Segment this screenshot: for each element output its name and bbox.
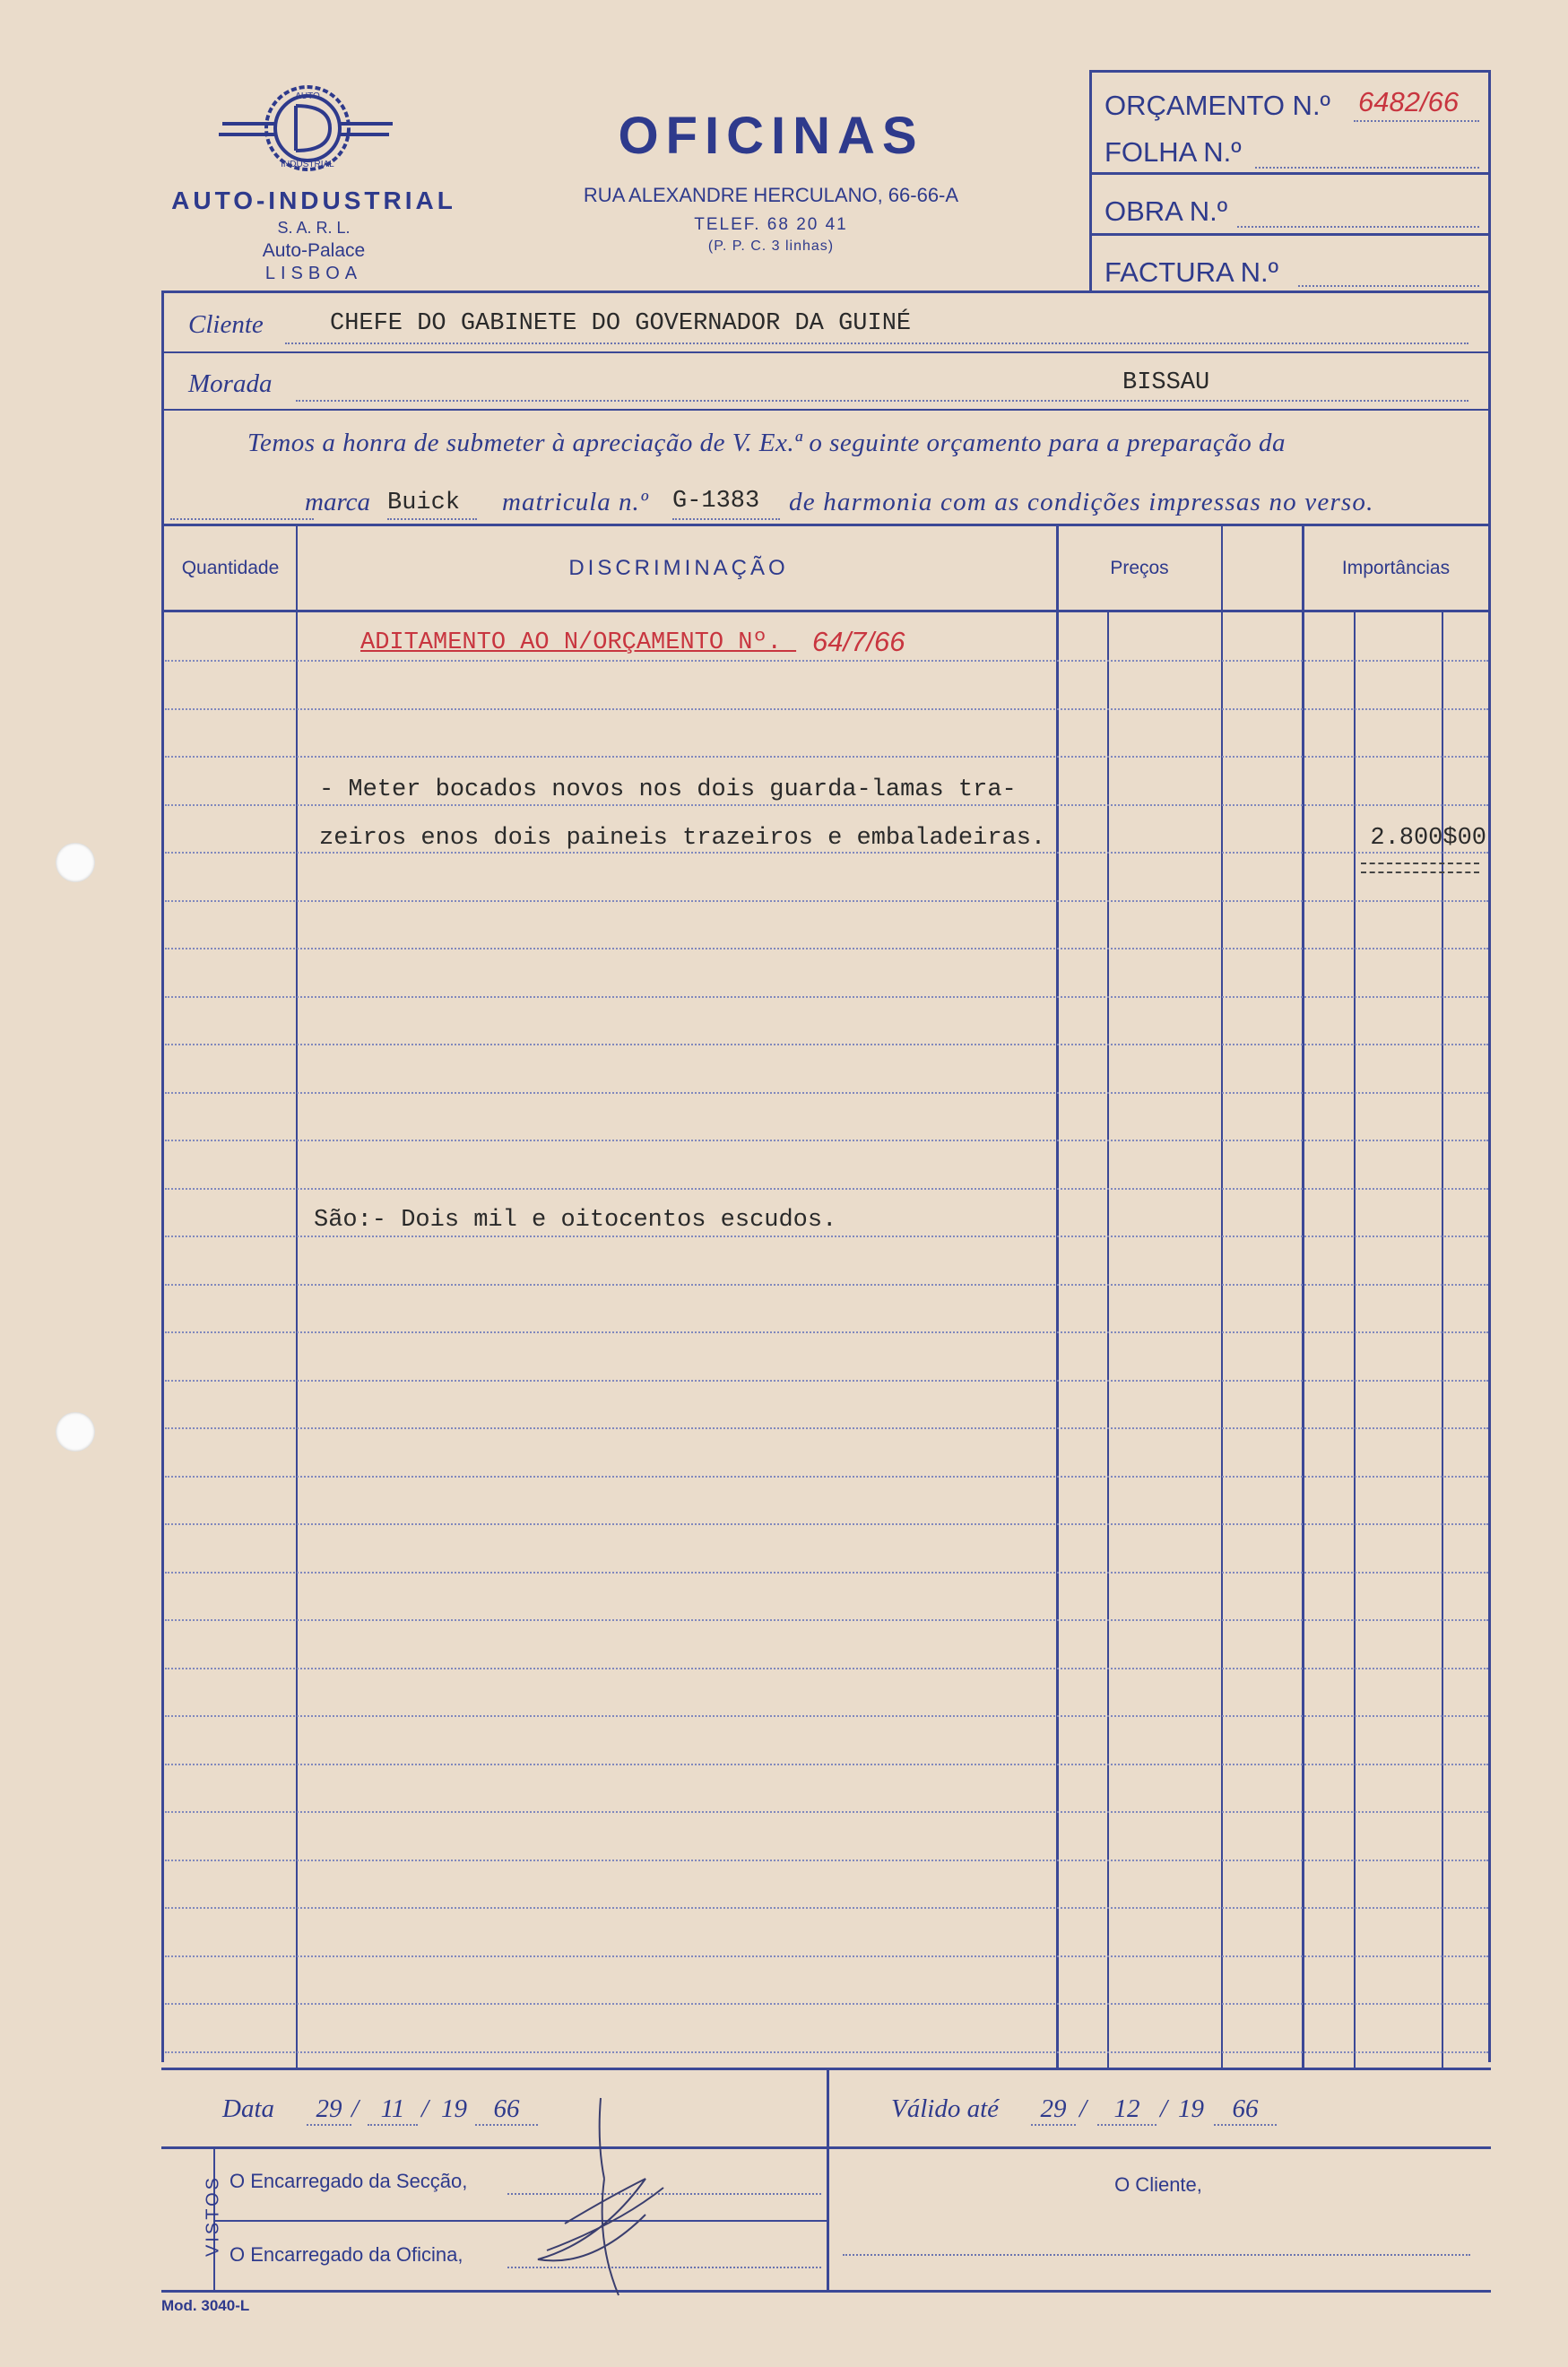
table-ruled-line (165, 1668, 1488, 1669)
company-city: LISBOA (264, 264, 363, 283)
logo-text-top: AUTO (295, 91, 320, 101)
punch-hole-bottom (56, 1412, 95, 1452)
company-legal: S. A. R. L. (277, 219, 351, 237)
data-day: 29 (307, 2094, 351, 2126)
vistos-label: VISTOS (203, 2175, 223, 2257)
signature (511, 2089, 690, 2304)
table-ruled-line (165, 2051, 1488, 2053)
table-ruled-line (165, 1476, 1488, 1478)
table-ruled-line (165, 2003, 1488, 2005)
table-ruled-line (165, 1331, 1488, 1333)
punch-hole-top (56, 843, 95, 882)
table-ruled-line (165, 1188, 1488, 1190)
matricula-value: G-1383 (672, 488, 760, 515)
model-number: Mod. 3040-L (161, 2297, 250, 2314)
cliente-label: Cliente (188, 310, 264, 339)
orcamento-number: 6482/66 (1358, 86, 1460, 117)
col-header-precos: Preços (1110, 558, 1169, 578)
item-line-1: - Meter bocados novos nos dois guarda-lamas tra- (319, 776, 1017, 803)
table-ruled-line (165, 1380, 1488, 1382)
morada-label: Morada (188, 369, 273, 398)
valido-label: Válido até (891, 2094, 1000, 2123)
item-amount: 2.800$00 (1370, 825, 1486, 852)
intro-line-2-rest: de harmonia com as condições impressas no verso. (789, 488, 1374, 516)
aditamento-text: ADITAMENTO AO N/ORÇAMENTO Nº. (360, 629, 797, 656)
header-phone: TELEF. 68 20 41 (694, 215, 848, 234)
valido-year: 66 (1214, 2094, 1277, 2126)
table-ruled-line (165, 1092, 1488, 1094)
valido-slash-1: / (1079, 2094, 1087, 2123)
page-title: OFICINAS (618, 107, 924, 165)
cliente-signature-label: O Cliente, (1114, 2173, 1202, 2196)
data-year-prefix: 19 (441, 2094, 467, 2123)
table-ruled-line (165, 708, 1488, 710)
valido-month: 12 (1097, 2094, 1157, 2126)
folha-label: FOLHA N.º (1105, 136, 1242, 168)
table-ruled-line (165, 1523, 1488, 1525)
intro-line-1: Temos a honra de submeter à apreciação de V. Ex.ª o seguinte orçamento para a preparação da (247, 429, 1286, 457)
valido-year-prefix: 19 (1178, 2094, 1204, 2123)
table-ruled-line (165, 660, 1488, 662)
data-year: 66 (475, 2094, 538, 2126)
table-ruled-line (165, 1811, 1488, 1813)
marca-label: marca (305, 488, 371, 516)
data-label: Data (222, 2094, 274, 2123)
table-ruled-line (165, 1427, 1488, 1429)
table-ruled-line (165, 1764, 1488, 1765)
data-slash-1: / (351, 2094, 360, 2123)
logo-text-bottom: INDUSTRIAL (281, 160, 334, 169)
marca-value: Buick (387, 490, 461, 516)
matricula-label: matricula n.º (502, 488, 649, 516)
table-ruled-line (165, 1907, 1488, 1909)
company-logo (213, 79, 402, 178)
valido-slash-2: / (1160, 2094, 1168, 2123)
header-phone-note: (P. P. C. 3 linhas) (707, 238, 835, 254)
table-ruled-line (165, 1044, 1488, 1045)
total-text: São:- Dois mil e oitocentos escudos. (314, 1207, 837, 1234)
table-ruled-line (165, 1715, 1488, 1717)
morada-value: BISSAU (1122, 369, 1210, 396)
table-ruled-line (165, 1284, 1488, 1286)
col-header-discriminacao: DISCRIMINAÇÃO (568, 556, 789, 580)
col-header-quantidade: Quantidade (181, 558, 280, 578)
table-ruled-line (165, 1572, 1488, 1574)
table-ruled-line (165, 948, 1488, 949)
obra-label: OBRA N.º (1105, 195, 1228, 227)
table-ruled-line (165, 756, 1488, 758)
encarregado-oficina-label: O Encarregado da Oficina, (230, 2243, 463, 2266)
table-ruled-line (165, 1955, 1488, 1957)
table-ruled-line (165, 1140, 1488, 1141)
amount-double-underline (1361, 863, 1479, 873)
encarregado-seccao-label: O Encarregado da Secção, (230, 2170, 468, 2192)
data-month: 11 (368, 2094, 418, 2126)
table-ruled-line (165, 852, 1488, 854)
table-ruled-line (165, 900, 1488, 902)
company-name: AUTO-INDUSTRIAL (171, 186, 456, 214)
table-ruled-line (165, 996, 1488, 998)
factura-label: FACTURA N.º (1105, 256, 1278, 288)
table-ruled-line (165, 1619, 1488, 1621)
table-ruled-line (165, 804, 1488, 806)
header-address: RUA ALEXANDRE HERCULANO, 66-66-A (583, 184, 959, 206)
valido-day: 29 (1031, 2094, 1076, 2126)
cliente-value: CHEFE DO GABINETE DO GOVERNADOR DA GUINÉ (330, 310, 912, 337)
table-ruled-line (165, 1236, 1488, 1237)
col-header-importancias: Importâncias (1341, 558, 1451, 578)
data-slash-2: / (421, 2094, 429, 2123)
orcamento-label: ORÇAMENTO N.º (1105, 90, 1330, 121)
aditamento-ref: 64/7/66 (812, 626, 905, 657)
table-ruled-line (165, 1860, 1488, 1861)
company-subtitle: Auto-Palace (262, 240, 366, 261)
item-line-2: zeiros enos dois paineis trazeiros e embaladeiras. (319, 825, 1046, 852)
